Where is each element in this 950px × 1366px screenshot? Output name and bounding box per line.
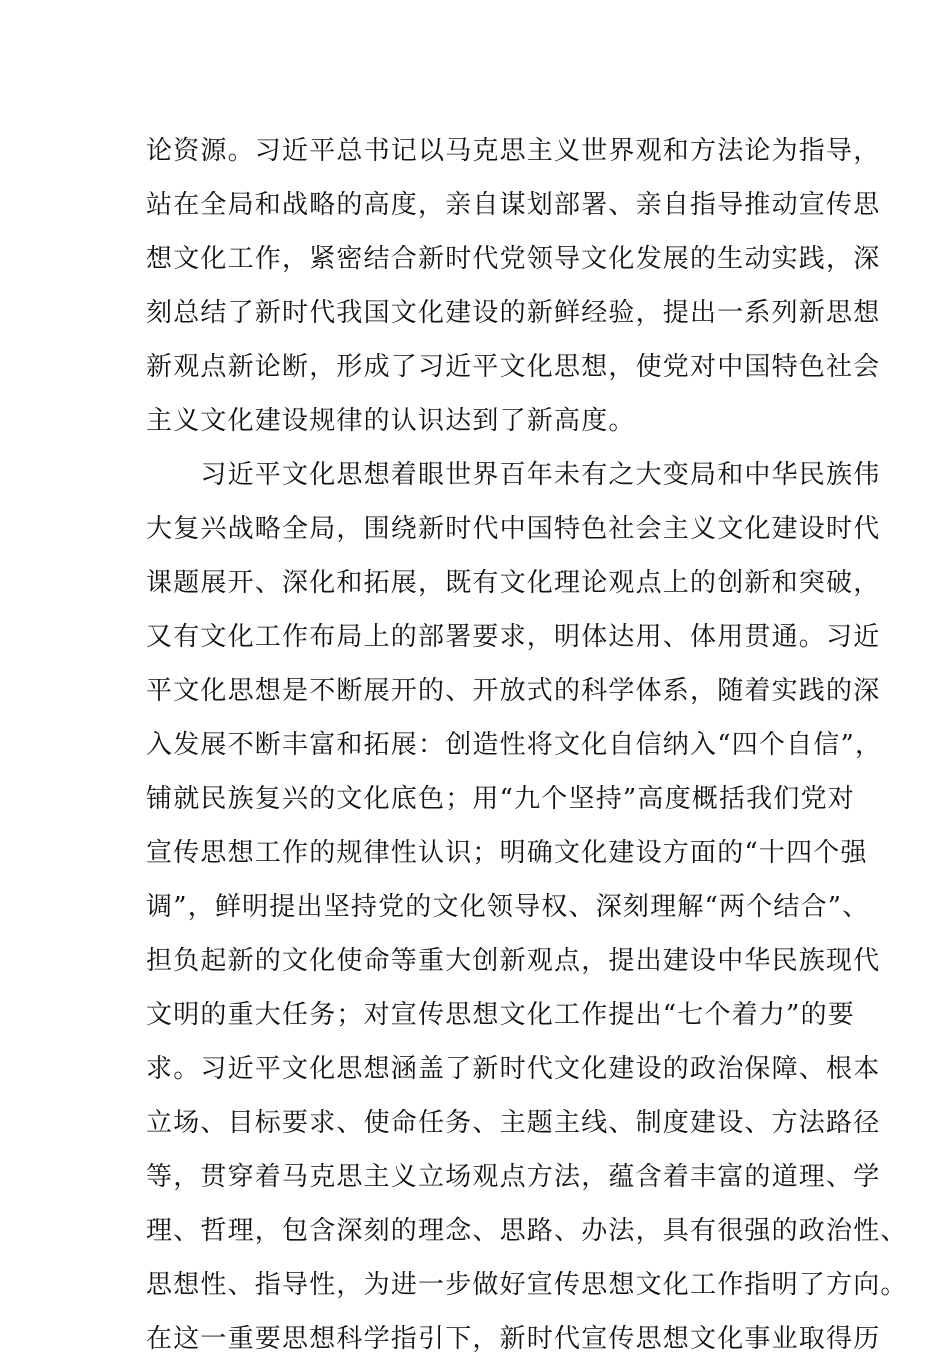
text-line: 宣传思想工作的规律性认识；明确文化建设方面的“十四个强: [146, 838, 868, 868]
text-line: 课题展开、深化和拓展，既有文化理论观点上的创新和突破，: [146, 568, 881, 598]
text-line: 担负起新的文化使命等重大创新观点，提出建设中华民族现代: [146, 946, 881, 976]
text-line: 求。习近平文化思想涵盖了新时代文化建设的政治保障、根本: [146, 1054, 881, 1084]
text-line: 立场、目标要求、使命任务、主题主线、制度建设、方法路径: [146, 1108, 881, 1138]
text-line: 思想性、指导性，为进一步做好宣传思想文化工作指明了方向。: [146, 1270, 908, 1300]
text-line: 入发展不断丰富和拓展：创造性将文化自信纳入“四个自信”，: [146, 730, 883, 760]
text-line: 想文化工作，紧密结合新时代党领导文化发展的生动实践，深: [146, 244, 881, 274]
text-line: 铺就民族复兴的文化底色；用“九个坚持”高度概括我们党对: [146, 784, 855, 814]
text-line: 等，贯穿着马克思主义立场观点方法，蕴含着丰富的道理、学: [146, 1162, 881, 1192]
text-line: 新观点新论断，形成了习近平文化思想，使党对中国特色社会: [146, 352, 881, 382]
text-line: 论资源。习近平总书记以马克思主义世界观和方法论为指导，: [146, 136, 881, 166]
text-line: 又有文化工作布局上的部署要求，明体达用、体用贯通。习近: [146, 622, 881, 652]
text-line: 刻总结了新时代我国文化建设的新鲜经验，提出一系列新思想: [146, 298, 881, 328]
text-line: 文明的重大任务；对宣传思想文化工作提出“七个着力”的要: [146, 1000, 855, 1030]
paragraph-start-line: 习近平文化思想着眼世界百年未有之大变局和中华民族伟: [146, 460, 881, 490]
text-line: 理、哲理，包含深刻的理念、思路、办法，具有很强的政治性、: [146, 1216, 908, 1246]
text-line: 在这一重要思想科学指引下，新时代宣传思想文化事业取得历: [146, 1324, 881, 1354]
text-line: 主义文化建设规律的认识达到了新高度。: [146, 406, 636, 436]
text-line: 大复兴战略全局，围绕新时代中国特色社会主义文化建设时代: [146, 514, 881, 544]
text-line: 站在全局和战略的高度，亲自谋划部署、亲自指导推动宣传思: [146, 190, 881, 220]
body-text: [146, 124, 908, 1366]
text-line: 平文化思想是不断展开的、开放式的科学体系，随着实践的深: [146, 676, 881, 706]
text-line: 调”，鲜明提出坚持党的文化领导权、深刻理解“两个结合”、: [146, 892, 870, 922]
